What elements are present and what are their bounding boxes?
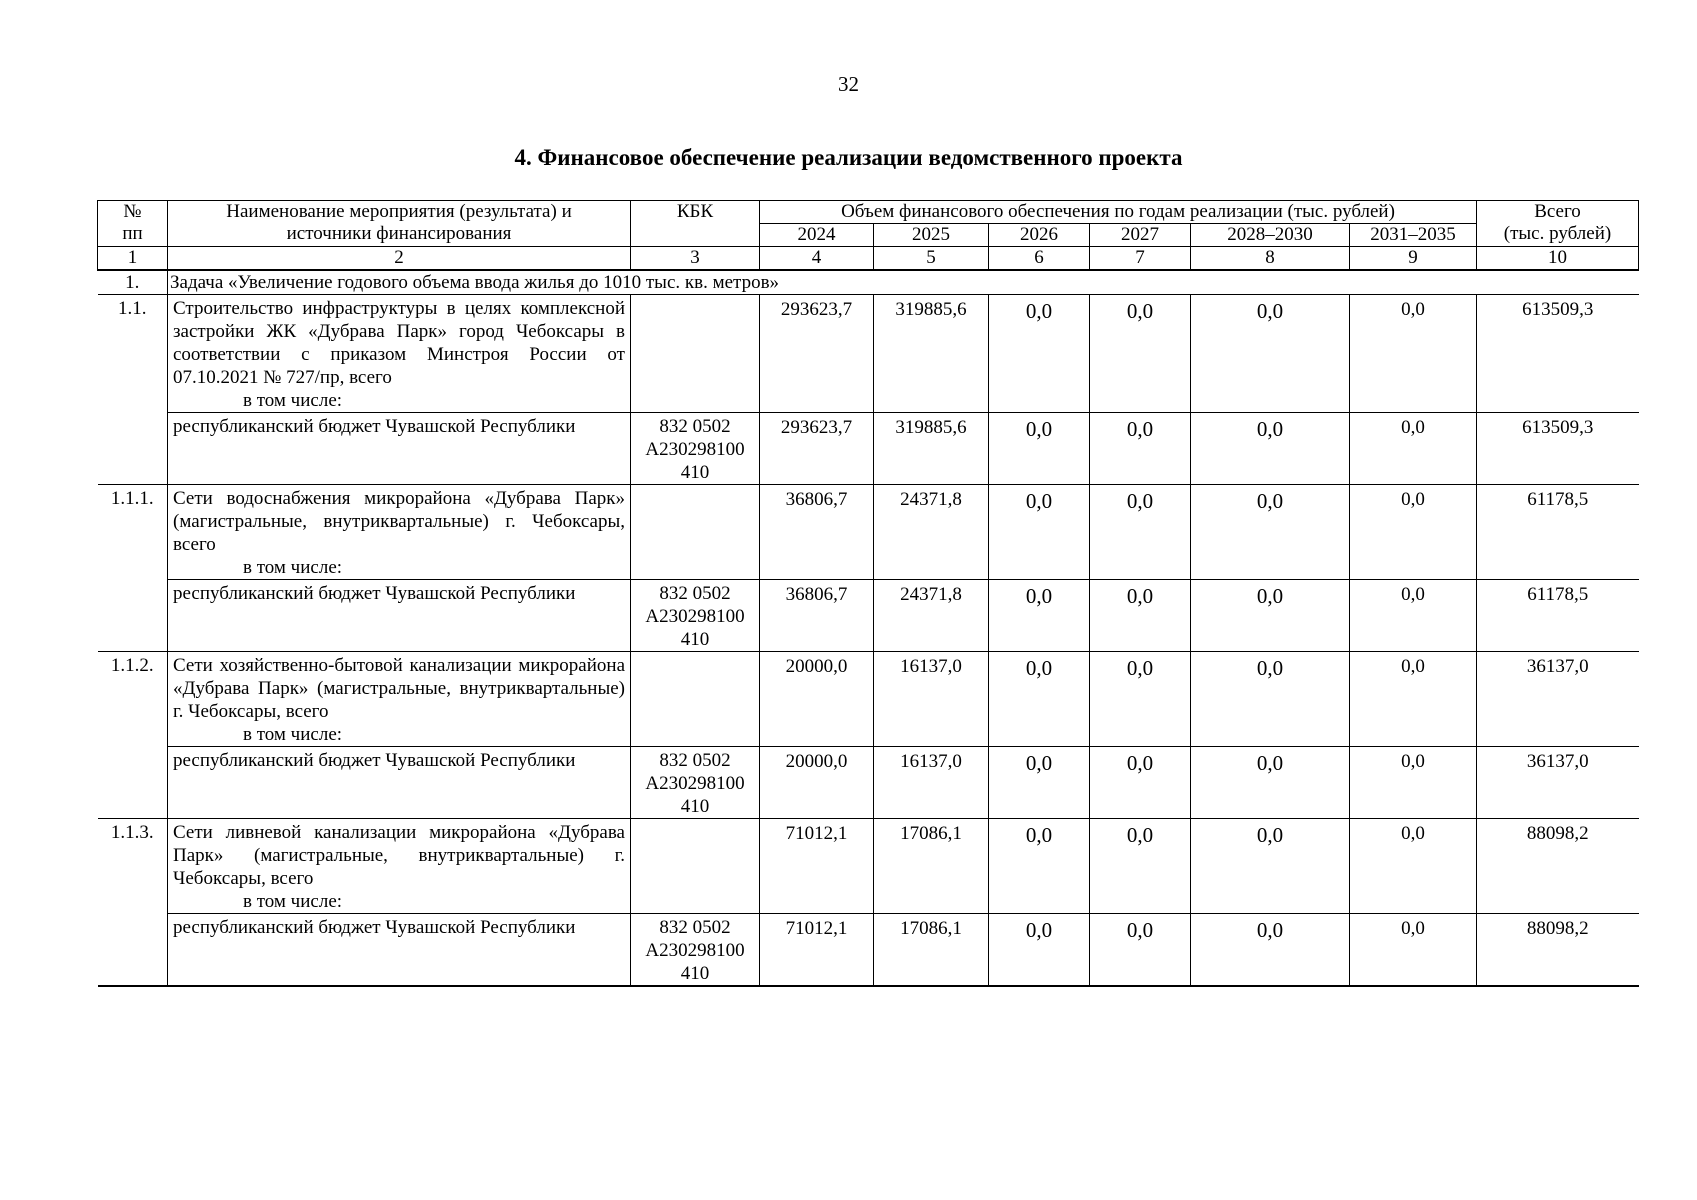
row-number: 1.1.1.: [98, 485, 168, 652]
value-cell: 0,0: [989, 295, 1090, 413]
value-cell: 0,0: [1090, 652, 1191, 747]
column-number: 5: [874, 247, 989, 271]
header-no: № пп: [98, 201, 168, 247]
kbk-code: 832 0502 А230298100 410: [631, 580, 760, 652]
value-cell: 0,0: [989, 485, 1090, 580]
value-cell: 61178,5: [1477, 485, 1639, 580]
value-cell: 0,0: [1191, 295, 1350, 413]
value-cell: 0,0: [1350, 413, 1477, 485]
activity-name: [168, 652, 631, 747]
value-cell: 0,0: [1350, 819, 1477, 914]
including-label: в том числе:: [243, 557, 343, 578]
row-number: 1.1.2.: [98, 652, 168, 819]
header-year: 2024: [760, 224, 874, 247]
value-cell: 17086,1: [874, 819, 989, 914]
header-year: 2028–2030: [1191, 224, 1350, 247]
kbk-code: [631, 652, 760, 747]
column-number: 2: [168, 247, 631, 271]
column-number: 1: [98, 247, 168, 271]
task-number: 1.: [98, 270, 168, 295]
value-cell: 0,0: [1191, 485, 1350, 580]
kbk-code: 832 0502 А230298100 410: [631, 747, 760, 819]
page-number: 32: [838, 72, 859, 96]
value-cell: 0,0: [1350, 652, 1477, 747]
value-cell: 319885,6: [874, 295, 989, 413]
value-cell: 88098,2: [1477, 914, 1639, 987]
value-cell: 0,0: [1191, 580, 1350, 652]
task-text: Задача «Увеличение годового объема ввода жилья до 1010 тыс. кв. метров»: [168, 270, 1639, 295]
value-cell: 20000,0: [760, 747, 874, 819]
header-year: 2025: [874, 224, 989, 247]
column-number: 7: [1090, 247, 1191, 271]
value-cell: 71012,1: [760, 819, 874, 914]
kbk-code: 832 0502 А230298100 410: [631, 914, 760, 987]
value-cell: 61178,5: [1477, 580, 1639, 652]
value-cell: 0,0: [989, 652, 1090, 747]
value-cell: 0,0: [1350, 580, 1477, 652]
activity-name-text: Сети ливневой канализации микрорайона «Дубрава Парк» (магистральные, внутриквартальные) г. Чебоксары, всего: [173, 822, 625, 889]
value-cell: 0,0: [989, 413, 1090, 485]
value-cell: 0,0: [1191, 819, 1350, 914]
column-number: 10: [1477, 247, 1639, 271]
value-cell: 0,0: [1191, 413, 1350, 485]
value-cell: 613509,3: [1477, 413, 1639, 485]
value-cell: 71012,1: [760, 914, 874, 987]
header-total: Всего (тыс. рублей): [1477, 201, 1639, 247]
value-cell: 0,0: [989, 747, 1090, 819]
activity-name-text: Строительство инфраструктуры в целях комплексной застройки ЖК «Дубрава Парк» город Чебоксары в соответствии с приказом Минстроя России от 07.10.2021 № 727/пр, всего: [173, 298, 625, 388]
value-cell: 36806,7: [760, 485, 874, 580]
value-cell: 293623,7: [760, 413, 874, 485]
value-cell: 0,0: [1090, 747, 1191, 819]
header-volume: Объем финансового обеспечения по годам реализации (тыс. рублей): [760, 201, 1477, 224]
kbk-code: 832 0502 А230298100 410: [631, 413, 760, 485]
header-year: 2027: [1090, 224, 1191, 247]
value-cell: 0,0: [1191, 914, 1350, 987]
value-cell: 0,0: [1191, 652, 1350, 747]
value-cell: 0,0: [1191, 747, 1350, 819]
including-label: в том числе:: [243, 724, 343, 745]
kbk-code: [631, 485, 760, 580]
value-cell: 36806,7: [760, 580, 874, 652]
column-number: 4: [760, 247, 874, 271]
value-cell: 0,0: [1350, 485, 1477, 580]
activity-name-text: Сети хозяйственно-бытовой канализации микрорайона «Дубрава Парк» (магистральные, внутриквартальные) г. Чебоксары, всего: [173, 655, 625, 722]
value-cell: 319885,6: [874, 413, 989, 485]
value-cell: 16137,0: [874, 747, 989, 819]
activity-name-text: Сети водоснабжения микрорайона «Дубрава Парк» (магистральные, внутриквартальные) г. Чебоксары, всего: [173, 488, 625, 555]
header-name: Наименование мероприятия (результата) и источники финансирования: [168, 201, 631, 247]
value-cell: 36137,0: [1477, 747, 1639, 819]
value-cell: 24371,8: [874, 485, 989, 580]
column-number: 6: [989, 247, 1090, 271]
value-cell: 613509,3: [1477, 295, 1639, 413]
value-cell: 0,0: [1090, 413, 1191, 485]
value-cell: 16137,0: [874, 652, 989, 747]
value-cell: 0,0: [1090, 914, 1191, 987]
column-number: 3: [631, 247, 760, 271]
value-cell: 36137,0: [1477, 652, 1639, 747]
kbk-code: [631, 819, 760, 914]
financing-table: [97, 200, 1639, 987]
value-cell: 0,0: [989, 580, 1090, 652]
activity-name: [168, 295, 631, 413]
value-cell: 88098,2: [1477, 819, 1639, 914]
budget-source: республиканский бюджет Чувашской Республики: [168, 747, 631, 819]
value-cell: 0,0: [1350, 295, 1477, 413]
column-number: 8: [1191, 247, 1350, 271]
budget-source: республиканский бюджет Чувашской Республики: [168, 580, 631, 652]
value-cell: 0,0: [1090, 295, 1191, 413]
activity-name: [168, 485, 631, 580]
activity-name: [168, 819, 631, 914]
value-cell: 0,0: [989, 819, 1090, 914]
value-cell: 20000,0: [760, 652, 874, 747]
value-cell: 0,0: [1090, 580, 1191, 652]
value-cell: 24371,8: [874, 580, 989, 652]
value-cell: 0,0: [1090, 485, 1191, 580]
value-cell: 17086,1: [874, 914, 989, 987]
including-label: в том числе:: [243, 891, 343, 912]
value-cell: 0,0: [1350, 747, 1477, 819]
value-cell: 293623,7: [760, 295, 874, 413]
row-number: 1.1.3.: [98, 819, 168, 987]
row-number: 1.1.: [98, 295, 168, 485]
section-title: 4. Финансовое обеспечение реализации ведомственного проекта: [514, 145, 1183, 170]
header-year: 2031–2035: [1350, 224, 1477, 247]
column-number: 9: [1350, 247, 1477, 271]
header-kbk: КБК: [631, 201, 760, 247]
value-cell: 0,0: [1350, 914, 1477, 987]
value-cell: 0,0: [1090, 819, 1191, 914]
budget-source: республиканский бюджет Чувашской Республики: [168, 914, 631, 987]
header-year: 2026: [989, 224, 1090, 247]
kbk-code: [631, 295, 760, 413]
value-cell: 0,0: [989, 914, 1090, 987]
budget-source: республиканский бюджет Чувашской Республики: [168, 413, 631, 485]
including-label: в том числе:: [243, 390, 343, 411]
